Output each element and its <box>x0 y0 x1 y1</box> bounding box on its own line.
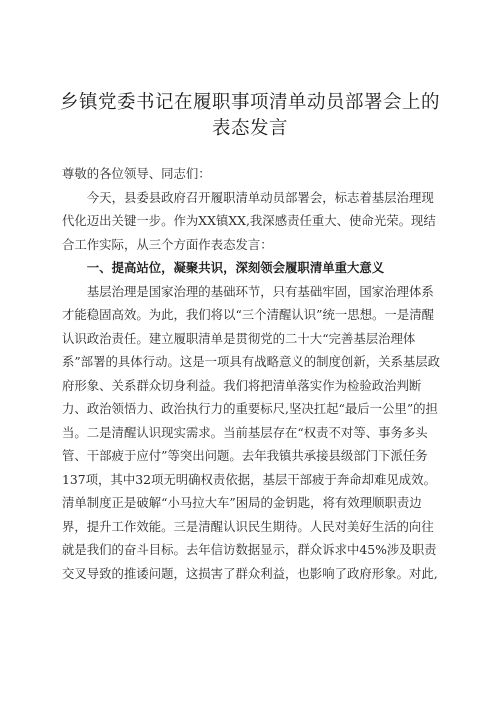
paragraph-section-1: 基层治理是国家治理的基础环节，只有基础牢固，国家治理体系才能稳固高效。为此，我们将以“三个清醒认识”统一思想。一是清醒认识政治责任。建立履职清单是贯彻党的二十大“完善基层治理体系”部署的具体行动。这是一项具有战略意义的制度创新，关系基层政府形象、关系群众切身利益。我们将把清单落实作为检验政治判断力、政治领悟力、政治执行力的重要标尺,坚决扛起“最后一公里”的担当。二是清醒认识现实需求。当前基层存在“权责不对等、事务多头管、干部疲于应付”等突出问题。去年我镇共承接县级部门下派任务137项，其中32项无明确权责依据，基层干部疲于奔命却难见成效。清单制度正是破解“小马拉大车”困局的金钥匙，将有效理顺职责边界，提升工作效能。三是清醒认识民生期待。人民对美好生活的向往就是我们的奋斗目标。去年信访数据显示，群众诉求中45%涉及职责交叉导致的推诿问题，这损害了群众利益，也影响了政府形象。对此, <box>62 283 441 581</box>
document-body <box>62 162 442 585</box>
section-heading-1: 一、提高站位，凝聚共识，深刻领会履职清单重大意义 <box>86 260 385 275</box>
salutation: 尊敬的各位领导、同志们： <box>62 166 211 181</box>
document-title-line1: 乡镇党委书记在履职事项清单动员部署会上的 <box>59 92 440 113</box>
document-title-line2: 表态发言 <box>211 118 288 139</box>
paragraph-intro: 今天，县委县政府召开履职清单动员部署会，标志着基层治理现代化迈出关键一步。作为XX镇XX,我深感责任重大、使命光荣。现结合工作实际，从三个方面作表态发言： <box>62 189 436 252</box>
